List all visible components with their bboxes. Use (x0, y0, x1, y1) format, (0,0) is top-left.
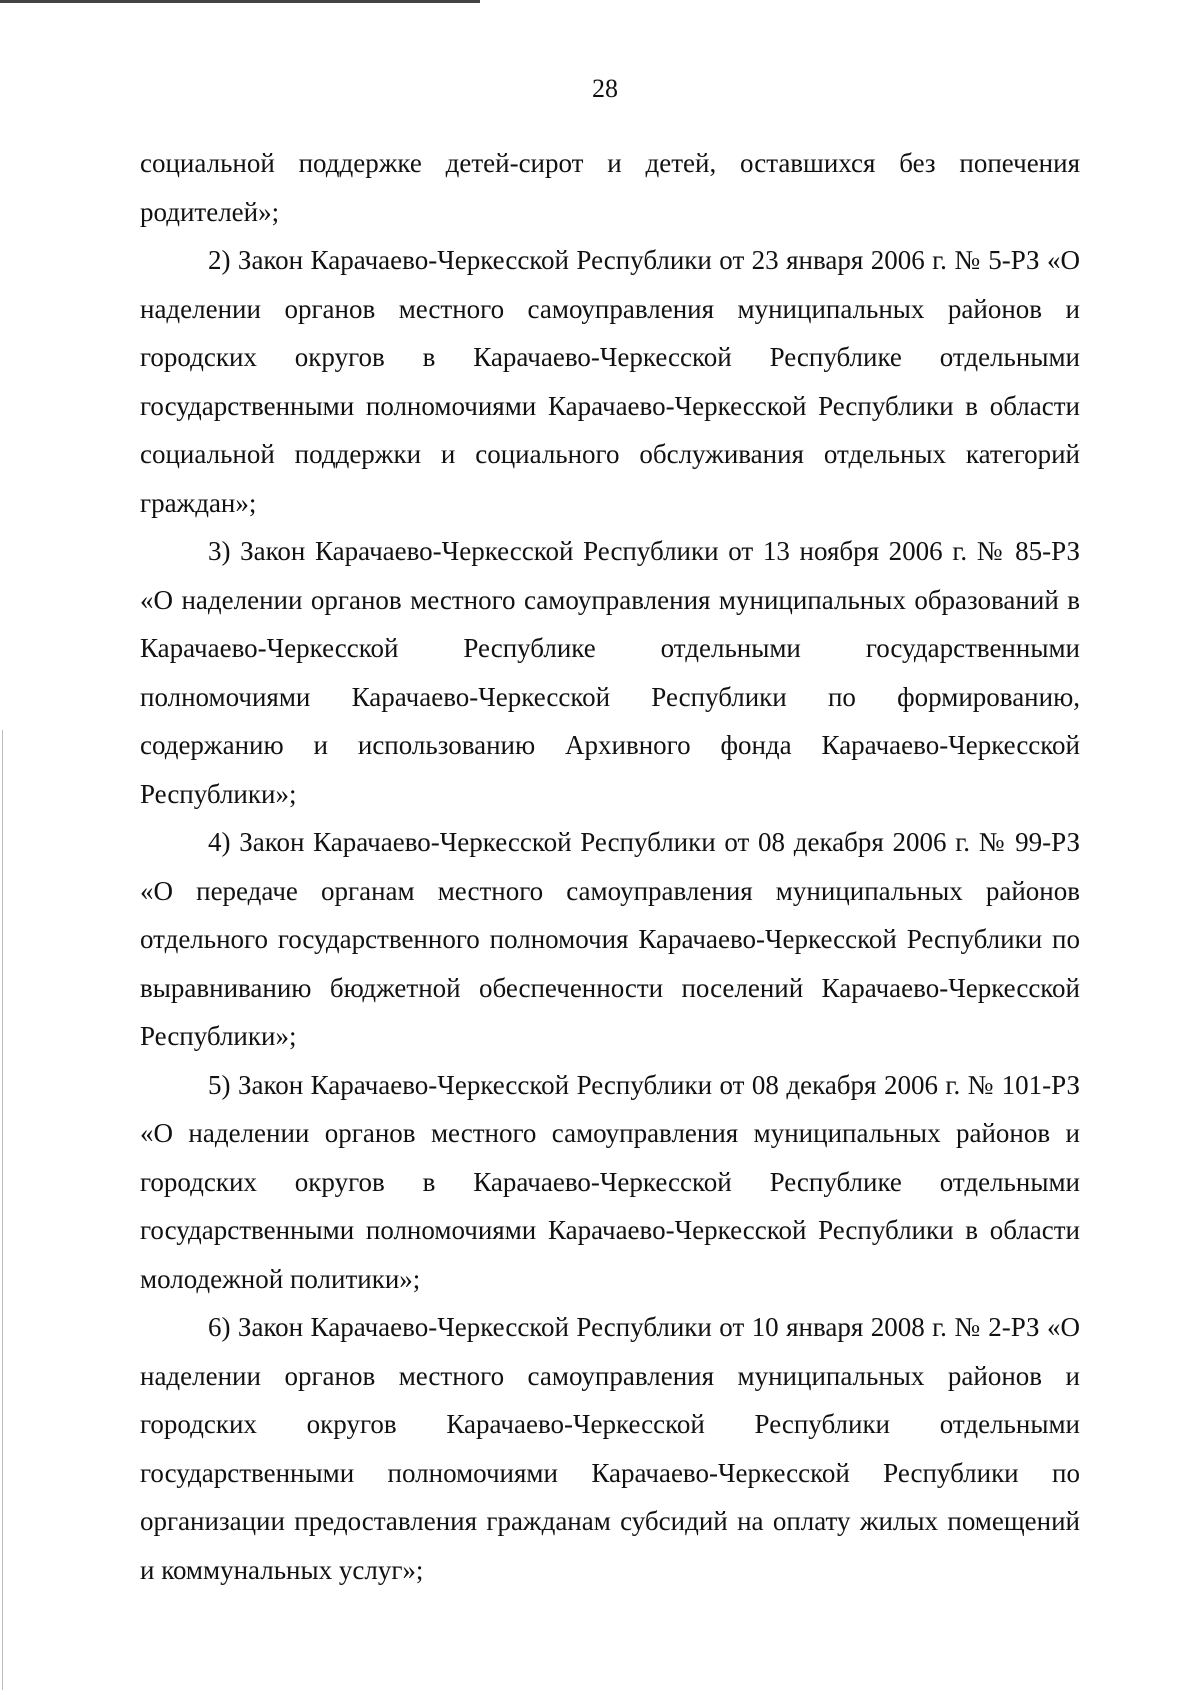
scan-edge-left (2, 730, 3, 1690)
scan-edge-top (0, 0, 480, 3)
page-number: 28 (592, 74, 618, 103)
paragraph-law-item-2: 2) Закон Карачаево-Черкесской Республики от 23 января 2006 г. № 5-РЗ «О наделении органов местного самоуправления муниципальных районов и городских округов в Карачаево-Черкесской Республике отдельными государственными полномочиями Карачаево-Черкесской Республики в области социальной поддержки и социального обслуживания отдельных категорий граждан»; (140, 245, 1080, 518)
paragraph-law-item-4: 4) Закон Карачаево-Черкесской Республики от 08 декабря 2006 г. № 99-РЗ «О передаче органам местного самоуправления муниципальных районов отдельного государственного полномочия Карачаево-Черкесской Республики по выравниванию бюджетной обеспеченности поселений Карачаево-Черкесской Республики»; (140, 827, 1080, 1051)
paragraph-law-item-6: 6) Закон Карачаево-Черкесской Республики от 10 января 2008 г. № 2-РЗ «О наделении органов местного самоуправления муниципальных районов и городских округов Карачаево-Черкесской Республики отдельными государственными полномочиями Карачаево-Черкесской Республики по организации предоставления гражданам субсидий на оплату жилых помещений и коммунальных услуг»; (140, 1312, 1080, 1585)
document-body (140, 139, 1080, 1594)
paragraph-law-item-5: 5) Закон Карачаево-Черкесской Республики от 08 декабря 2006 г. № 101-РЗ «О наделении органов местного самоуправления муниципальных районов и городских округов в Карачаево-Черкесской Республике отдельными государственными полномочиями Карачаево-Черкесской Республики в области молодежной политики»; (140, 1069, 1080, 1294)
paragraph-continuation: социальной поддержке детей-сирот и детей, оставшихся без попечения родителей»; (140, 148, 1080, 227)
paragraph-law-item-3: 3) Закон Карачаево-Черкесской Республики от 13 ноября 2006 г. № 85-РЗ «О наделении органов местного самоуправления муниципальных образований в Карачаево-Черкесской Республике отдельными государственными полномочиями Карачаево-Черкесской Республики по формированию, содержанию и использованию Архивного фонда Карачаево-Черкесской Республики»; (140, 536, 1080, 809)
